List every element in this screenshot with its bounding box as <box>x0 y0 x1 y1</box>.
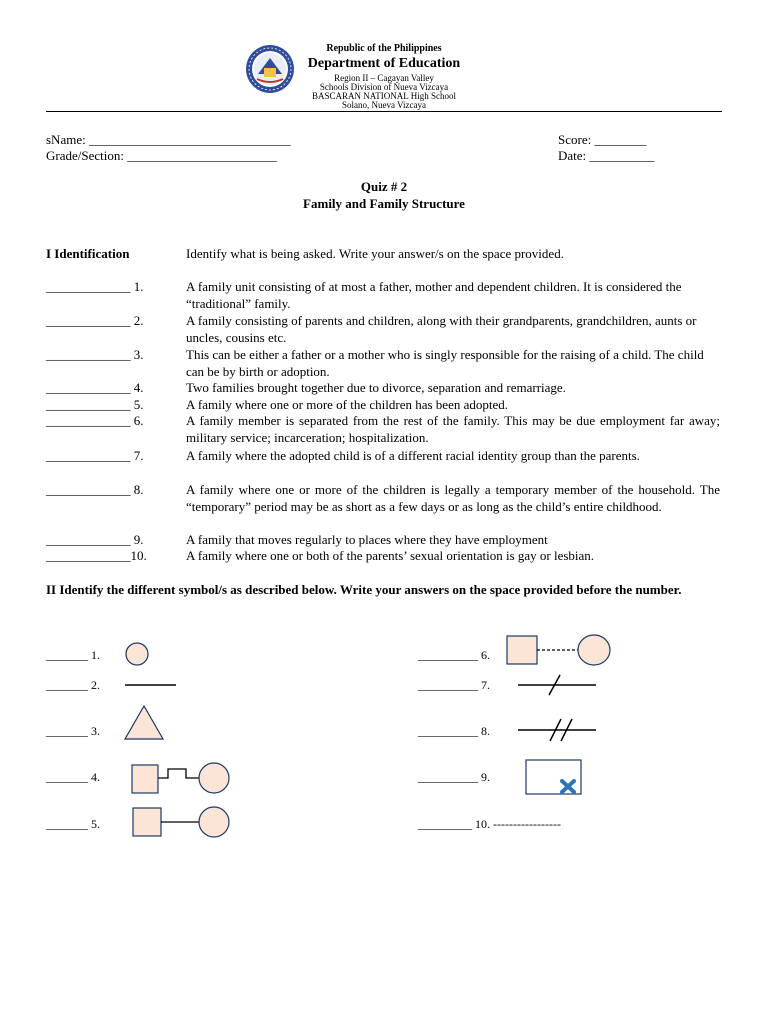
symbol-blank-10[interactable]: _________ 10. ----------------- <box>418 817 561 831</box>
cohabitation-symbol-icon <box>132 763 229 793</box>
genogram-symbols <box>0 620 768 850</box>
answer-blank-6[interactable]: _____________ 6. <box>46 413 144 428</box>
division-line: Schools Division of Nueva Vizcaya <box>319 82 449 92</box>
symbol-blank-2[interactable]: _______ 2. <box>46 678 100 692</box>
question-10: A family where one or both of the parents’ sexual orientation is gay or lesbian. <box>186 548 595 563</box>
symbol-blank-6[interactable]: __________ 6. <box>418 648 490 662</box>
symbol-blank-9[interactable]: __________ 9. <box>418 770 490 784</box>
location-line: Solano, Nueva Vizcaya <box>341 100 426 110</box>
deceased-box-icon <box>526 760 581 794</box>
triangle-icon <box>125 706 163 739</box>
answer-blank-1[interactable]: _____________ 1. <box>46 279 144 294</box>
question-6: A family member is separated from the rest of the family. This may be due employment far away; military service; incarceration; hospitalization. <box>186 413 720 445</box>
answer-blank-4[interactable]: _____________ 4. <box>46 380 144 395</box>
female-circle-icon <box>126 643 148 665</box>
symbol-blank-1[interactable]: _______ 1. <box>46 648 100 662</box>
question-7: A family where the adopted child is of a different racial identity group than the parents. <box>186 448 640 463</box>
score-field[interactable]: Score: ________ <box>558 132 647 147</box>
republic-line: Republic of the Philippines <box>326 43 442 54</box>
dating-symbol-icon <box>507 635 610 665</box>
answer-blank-8[interactable]: _____________ 8. <box>46 482 144 497</box>
question-4: Two families brought together due to divorce, separation and remarriage. <box>186 380 566 395</box>
department-name: Department of Education <box>307 56 461 71</box>
symbol-blank-3[interactable]: _______ 3. <box>46 724 100 738</box>
quiz-subject: Family and Family Structure <box>303 196 465 211</box>
symbol-blank-4[interactable]: _______ 4. <box>46 770 100 784</box>
question-8: A family where one or more of the children is legally a temporary member of the household. The “temporary” period may be as short as a few days or as long as the child’s entire childhood. <box>186 482 720 514</box>
symbol-blank-7[interactable]: __________ 7. <box>418 678 490 692</box>
part1-heading: I Identification <box>46 246 130 261</box>
divorce-line-icon <box>518 719 596 741</box>
school-line: BASCARAN NATIONAL High School <box>312 91 456 101</box>
name-field[interactable]: sName: _______________________________ <box>46 132 291 147</box>
answer-blank-10[interactable]: _____________10. <box>46 548 147 563</box>
married-couple-symbol-icon <box>133 807 229 837</box>
answer-blank-2[interactable]: _____________ 2. <box>46 313 144 328</box>
answer-blank-5[interactable]: _____________ 5. <box>46 397 144 412</box>
answer-blank-9[interactable]: _____________ 9. <box>46 532 144 547</box>
quiz-title: Quiz # 2 <box>360 179 408 194</box>
separation-line-icon <box>518 675 596 695</box>
question-1: A family unit consisting of at most a father, mother and dependent children. It is considered the “traditional” family. <box>186 279 682 311</box>
answer-blank-7[interactable]: _____________ 7. <box>46 448 144 463</box>
symbol-blank-8[interactable]: __________ 8. <box>418 724 490 738</box>
question-9: A family that moves regularly to places where they have employment <box>186 532 548 547</box>
part2-heading: II Identify the different symbol/s as described below. Write your answers on the space provided before the number. <box>46 582 682 597</box>
symbol-blank-5[interactable]: _______ 5. <box>46 817 100 831</box>
region-line: Region II – Cagayan Valley <box>334 73 434 83</box>
part1-instruction: Identify what is being asked. Write your answer/s on the space provided. <box>186 246 564 261</box>
question-2: A family consisting of parents and children, along with their grandparents, grandchildren, aunts or uncles, cousins etc. <box>186 313 697 345</box>
question-3: This can be either a father or a mother who is singly responsible for the raising of a child. The child can be by birth or adoption. <box>186 347 704 379</box>
date-field[interactable]: Date: __________ <box>558 148 655 163</box>
grade-section-field[interactable]: Grade/Section: _______________________ <box>46 148 277 163</box>
header-divider <box>46 111 722 112</box>
answer-blank-3[interactable]: _____________ 3. <box>46 347 144 362</box>
question-5: A family where one or more of the children has been adopted. <box>186 397 508 412</box>
